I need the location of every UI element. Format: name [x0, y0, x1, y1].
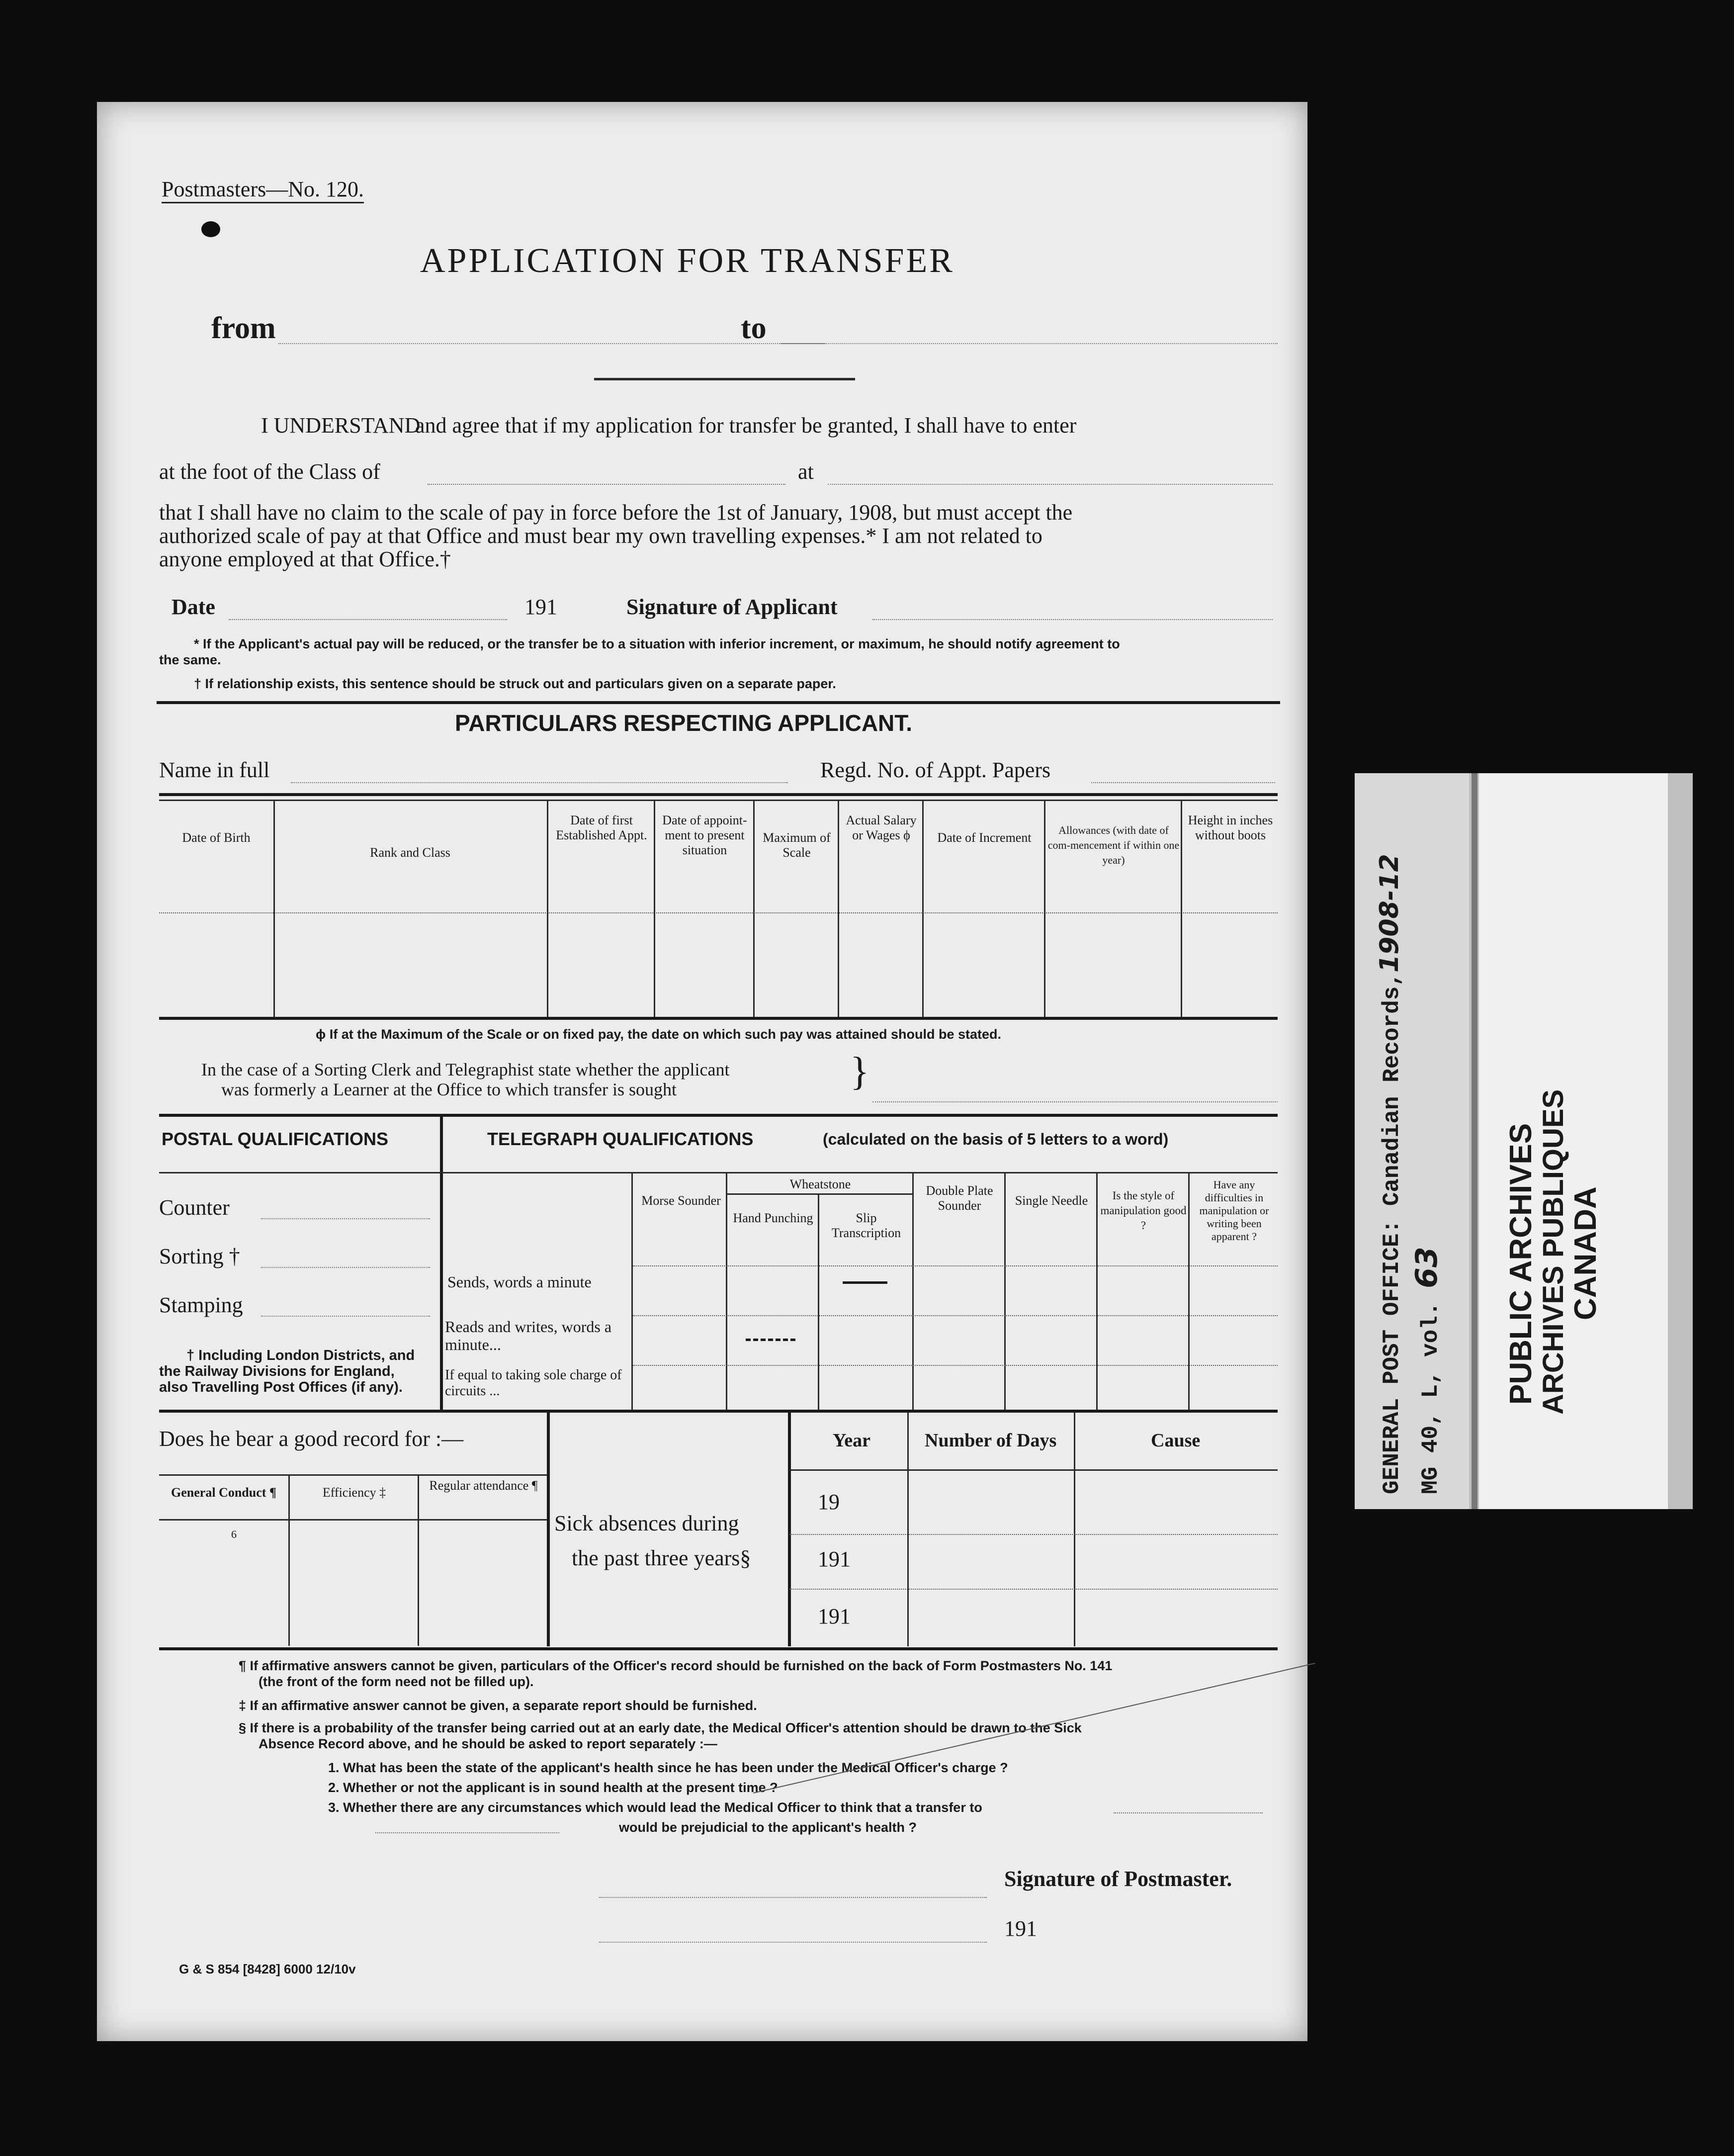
col-hand-punching: Hand Punching — [733, 1211, 813, 1225]
table-top-rule-2 — [159, 800, 1278, 801]
table-header-rule — [159, 912, 1278, 913]
wheatstone-rule — [727, 1193, 912, 1195]
col-increment: Date of Increment — [937, 830, 1032, 845]
postal-note-2: the Railway Divisions for England, — [159, 1363, 395, 1379]
archive-line-1: GENERAL POST OFFICE: Canadian Records,1908-12 — [1375, 854, 1405, 1494]
col-divider — [1044, 801, 1045, 1017]
telegraph-heading: TELEGRAPH QUALIFICATIONS — [487, 1129, 754, 1149]
question-1: 1. What has been the state of the applicant's health since he has been under the Medical Officer's charge ? — [328, 1760, 1008, 1775]
label-gap — [1472, 773, 1477, 1509]
counter-field[interactable] — [261, 1218, 430, 1219]
office-field[interactable] — [828, 484, 1273, 485]
col-style: Is the style of manipulation good ? — [1100, 1189, 1187, 1232]
tele-divider — [631, 1172, 633, 1410]
tele-divider — [818, 1193, 819, 1410]
col-divider — [547, 801, 548, 1017]
col-allowances: Allowances (with date of com-mencement if within one year) — [1047, 824, 1180, 866]
sick-col-divider — [1074, 1413, 1075, 1646]
date-field[interactable] — [229, 619, 507, 620]
record-header-rule-2 — [159, 1519, 547, 1521]
sick-year-3: 191 — [818, 1604, 851, 1628]
tele-divider — [1004, 1172, 1006, 1410]
record-bottom-rule — [159, 1647, 1278, 1650]
note-phi: ϕ If at the Maximum of the Scale or on fixed pay, the date on which such pay was attained should be stated. — [316, 1027, 1001, 1042]
foot-of-class-label: at the foot of the Class of — [159, 459, 380, 484]
archive-label — [1355, 773, 1693, 1509]
q3-field-2[interactable] — [375, 1832, 559, 1833]
at-label: at — [798, 459, 814, 484]
form-number: Postmasters—No. 120. — [162, 177, 364, 203]
sick-row-rule — [789, 1534, 1278, 1535]
col-regular-attendance: Regular attendance ¶ — [429, 1478, 538, 1493]
understand-word: I UNDERSTAND — [261, 413, 421, 438]
days-col: Number of Days — [925, 1430, 1057, 1451]
record-top-rule — [159, 1410, 1278, 1413]
qual-header-rule — [159, 1172, 1278, 1173]
record-heading: Does he bear a good record for :— — [159, 1427, 464, 1451]
paragraph-line-4: authorized scale of pay at that Office and must bear my own travelling expenses.* I am not related to — [159, 524, 1042, 548]
col-present-appt: Date of appoint-ment to present situation — [662, 813, 747, 857]
sick-year-1: 19 — [818, 1490, 840, 1514]
sorting-field[interactable] — [261, 1267, 430, 1268]
note-star-1: * If the Applicant's actual pay will be reduced, or the transfer be to a situation with inferior increment, or maximum, he should notify agreement to — [194, 636, 1120, 651]
col-rank-class: Rank and Class — [370, 845, 450, 860]
paragraph-line-5: anyone employed at that Office.† — [159, 547, 451, 571]
q3-field[interactable] — [1114, 1812, 1263, 1813]
sick-row-rule — [789, 1589, 1278, 1590]
postal-counter: Counter — [159, 1195, 230, 1220]
tele-row-rule — [633, 1365, 1278, 1366]
archive-line-2: MG 40, L, vol. 63 — [1409, 1247, 1444, 1494]
form-paper — [97, 102, 1307, 2041]
note-pilcrow-2: (the front of the form need not be filled up). — [259, 1674, 534, 1689]
qual-divider — [440, 1116, 443, 1410]
postal-heading: POSTAL QUALIFICATIONS — [162, 1129, 388, 1149]
col-divider — [1181, 801, 1182, 1017]
question-3b: would be prejudicial to the applicant's health ? — [619, 1820, 917, 1835]
telegraph-note: (calculated on the basis of 5 letters to a word) — [823, 1130, 1169, 1148]
sick-label-2: the past three years§ — [572, 1546, 751, 1570]
paragraph-line-3: that I shall have no claim to the scale of pay in force before the 1st of January, 1908, but must accept the — [159, 500, 1073, 525]
col-efficiency: Efficiency ‡ — [322, 1485, 386, 1500]
col-divider — [273, 801, 275, 1017]
note-section-2: Absence Record above, and he should be asked to report separately :— — [259, 1736, 717, 1751]
paragraph-line-1: and agree that if my application for transfer be granted, I shall have to enter — [415, 413, 1077, 438]
signoff-year: 191 — [1004, 1916, 1037, 1941]
tele-divider — [912, 1172, 914, 1410]
slip-dash — [843, 1281, 887, 1284]
from-label: from — [211, 311, 276, 345]
col-single-needle: Single Needle — [1015, 1193, 1088, 1208]
to-field[interactable] — [780, 343, 1278, 344]
name-label: Name in full — [159, 758, 270, 782]
tele-row-rule — [633, 1315, 1278, 1316]
section-divider — [157, 701, 1280, 704]
tele-divider — [1188, 1172, 1190, 1410]
row-reads-writes: Reads and writes, words a minute... — [445, 1318, 612, 1353]
date-label: Date — [172, 595, 215, 619]
col-slip-transcription: Slip Transcription — [831, 1211, 901, 1240]
note-ddagger: ‡ If an affirmative answer cannot be given, a separate report should be furnished. — [239, 1698, 757, 1713]
note-section: § If there is a probability of the transfer being carried out at an early date, the Medical Officer's attention should be drawn to the Sick — [239, 1720, 1082, 1735]
col-divider — [922, 801, 924, 1017]
brace: } — [850, 1050, 869, 1093]
table-bottom-rule — [159, 1017, 1278, 1020]
sorting-clerk-line-2: was formerly a Learner at the Office to which transfer is sought — [221, 1079, 677, 1099]
record-divider — [547, 1413, 550, 1646]
signoff-date-field[interactable] — [599, 1942, 987, 1943]
tele-row-rule — [633, 1265, 1278, 1266]
col-difficulties: Have any difficulties in manipulation or writing been apparent ? — [1199, 1178, 1269, 1243]
col-actual-salary: Actual Salary or Wages ϕ — [846, 813, 917, 842]
note-star-2: the same. — [159, 652, 221, 667]
col-wheatstone: Wheatstone — [789, 1177, 851, 1191]
signature-applicant-label: Signature of Applicant — [626, 595, 838, 619]
tele-divider — [1096, 1172, 1098, 1410]
col-divider — [654, 801, 655, 1017]
question-3: 3. Whether there are any circumstances which would lead the Medical Officer to think that a transfer to — [328, 1800, 982, 1815]
col-divider — [753, 801, 755, 1017]
note-pilcrow: ¶ If affirmative answers cannot be given, particulars of the Officer's record should be furnished on the back of Form Postmasters No. 141 — [239, 1658, 1113, 1673]
record-col-divider — [418, 1474, 419, 1646]
cause-col: Cause — [1151, 1430, 1201, 1451]
col-double-plate: Double Plate Sounder — [926, 1183, 993, 1213]
col-first-appt: Date of first Established Appt. — [556, 813, 647, 842]
signature-postmaster-label: Signature of Postmaster. — [1004, 1867, 1232, 1891]
archive-stamp-1: PUBLIC ARCHIVES — [1504, 1123, 1538, 1405]
signature-postmaster-field[interactable] — [599, 1897, 987, 1898]
date-year: 191 — [524, 595, 557, 619]
table-top-rule — [159, 793, 1278, 796]
col-general-conduct: General Conduct ¶ — [171, 1485, 276, 1500]
record-col-divider — [288, 1474, 290, 1646]
postal-stamping: Stamping — [159, 1293, 243, 1317]
class-field[interactable] — [428, 484, 785, 485]
regd-label: Regd. No. of Appt. Papers — [820, 758, 1051, 782]
sick-col-divider — [907, 1413, 909, 1646]
sick-divider — [788, 1413, 791, 1646]
row-sole-charge: If equal to taking sole charge of circuits ... — [445, 1367, 622, 1399]
postal-note-1: † Including London Districts, and — [186, 1348, 415, 1363]
ink-blot — [201, 221, 220, 237]
col-height: Height in inches without boots — [1188, 813, 1273, 842]
row-sends: Sends, words a minute — [447, 1273, 592, 1291]
record-cell-value: 6 — [231, 1528, 237, 1540]
qual-top-rule — [159, 1114, 1278, 1117]
col-date-of-birth: Date of Birth — [182, 830, 251, 845]
to-label: to — [741, 311, 767, 345]
col-divider — [838, 801, 839, 1017]
postal-note-3: also Travelling Post Offices (if any). — [159, 1379, 403, 1395]
name-field[interactable] — [291, 782, 788, 783]
archive-stamp-3: CANADA — [1568, 1186, 1603, 1320]
sorting-clerk-line-1: In the case of a Sorting Clerk and Telegraphist state whether the applicant — [201, 1060, 730, 1079]
record-header-rule — [159, 1474, 547, 1476]
sick-year-2: 191 — [818, 1547, 851, 1571]
particulars-heading: PARTICULARS RESPECTING APPLICANT. — [455, 710, 913, 736]
form-title: APPLICATION FOR TRANSFER — [420, 242, 954, 280]
sick-label-1: Sick absences during — [554, 1511, 739, 1535]
printer-imprint: G & S 854 [8428] 6000 12/10v — [179, 1962, 356, 1976]
sick-header-rule — [789, 1469, 1278, 1471]
postal-sorting: Sorting † — [159, 1244, 240, 1268]
title-divider — [594, 378, 855, 380]
col-morse-sounder: Morse Sounder — [641, 1193, 721, 1208]
year-col: Year — [833, 1430, 870, 1451]
archive-stamp-2: ARCHIVES PUBLIQUES — [1537, 1089, 1569, 1415]
note-dagger: † If relationship exists, this sentence should be struck out and particulars given on a separate paper. — [194, 676, 836, 691]
hand-dash — [746, 1339, 795, 1341]
learner-field[interactable] — [872, 1101, 1278, 1102]
question-2: 2. Whether or not the applicant is in sound health at the present time ? — [328, 1780, 778, 1795]
signature-applicant-field[interactable] — [872, 619, 1273, 620]
regd-field[interactable] — [1091, 782, 1275, 783]
col-max-scale: Maximum of Scale — [763, 830, 831, 860]
stamping-field[interactable] — [261, 1316, 430, 1317]
